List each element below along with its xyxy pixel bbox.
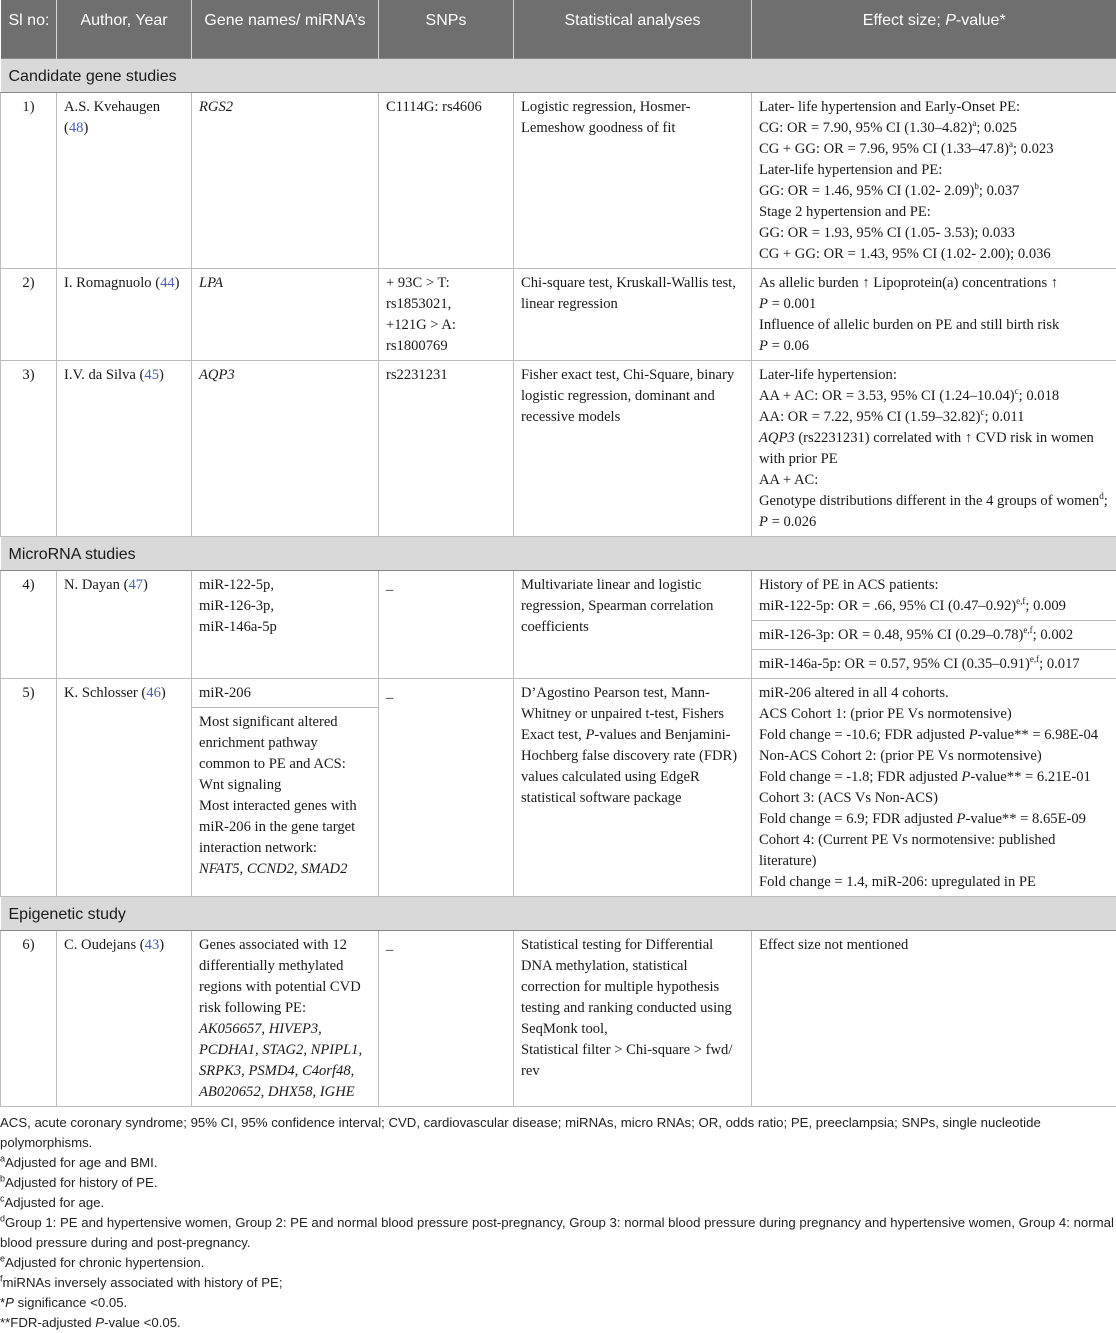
table-row: [1, 361, 1116, 537]
header-gene: Gene names/ miRNA’s: [192, 0, 379, 59]
stats-cell: Chi-square test, Kruskall-Wallis test, linear regression: [514, 269, 752, 361]
row-number: 5): [1, 679, 57, 897]
table-row: [1, 931, 1116, 1107]
reference-link[interactable]: 43: [144, 937, 160, 953]
footnote-c: $^c$Adjusted for age.: [0, 1193, 105, 1210]
table-row: [1, 679, 1116, 897]
snps-cell: _: [379, 931, 514, 1107]
effect-cell: History of PE in ACS patients: miR-122-5p: OR = .66, 95% CI $(0.47-0.92)^{e,f}$; 0.009 miR-126-3p: OR = 0.48, 95% CI $(0.29-0.78)^{e,f}$; 0.002 miR-146a-5p: OR = 0.57, 95% CI $(0.35-0.91)^{e,f}$; 0.017: [752, 571, 1116, 679]
footnote-e: $^e$Adjusted for chronic hypertension.: [0, 1253, 205, 1270]
snps-cell: rs2231231: [379, 361, 514, 537]
stats-cell: Logistic regression, Hosmer-Lemeshow goodness of fit: [514, 93, 752, 269]
table-row: [1, 93, 1116, 269]
stats-cell: D’Agostino Pearson test, Mann-Whitney or unpaired t-test, Fishers Exact test, P-values and Benjamini-Hochberg false discovery rate (FDR) values calculated using EdgeR statistical software package: [514, 679, 752, 897]
author-cell: N. Dayan (47): [57, 571, 192, 679]
effect-cell: Later- life hypertension and Early-Onset PE: CG: OR = 7.90, 95% CI $(1.30-4.82)^a$; 0.025 CG + GG: OR = 7.96, 95% CI $(1.33-47.8)^a$; 0.023 Later-life hypertension and PE: GG: OR = 1.46, 95% CI (1.02- 2.09)$^b$; 0.037 Stage 2 hypertension and PE: GG: OR = 1.93, 95% CI (1.05- 3.53); 0.033 CG + GG: OR = 1.43, 95% CI (1.02- 2.00); 0.036: [752, 93, 1116, 269]
header-sl: Sl no:: [1, 0, 57, 59]
reference-link[interactable]: 47: [128, 577, 144, 593]
table-row: [1, 269, 1116, 361]
footnote-f: $^f$miRNAs inversely associated with history of PE;: [0, 1273, 283, 1290]
header-snps: SNPs: [379, 0, 514, 59]
footnote-abbreviations: ACS, acute coronary syndrome; 95% CI, 95% confidence interval; CVD, cardiovascular disease; miRNAs, micro RNAs; OR, odds ratio; PE, preeclampsia; SNPs, single nucleotide polymorphisms.: [0, 1115, 1041, 1150]
stats-cell: Multivariate linear and logistic regression, Spearman correlation coefficients: [514, 571, 752, 679]
footnote-a: $^a$Adjusted for age and BMI.: [0, 1153, 158, 1170]
footnote-star: *P significance <0.05.: [0, 1295, 128, 1310]
gene-cell: LPA: [192, 269, 379, 361]
reference-link[interactable]: 44: [160, 275, 175, 291]
footnote-double-star: **FDR-adjusted P-value <0.05.: [0, 1315, 181, 1330]
effect-cell: As allelic burden ↑ Lipoprotein(a) concentrations ↑ P = 0.001 Influence of allelic burden on PE and still birth risk P = 0.06: [752, 269, 1116, 361]
section-row-microrna: [1, 537, 1116, 571]
footnote-d: $^d$Group 1: PE and hypertensive women, Group 2: PE and normal blood pressure post-pregnancy, Group 3: normal blood pressure during pregnancy and hypertensive women, Group 4: normal blood pressure during and post-pregnancy.: [0, 1213, 1114, 1250]
section-row-candidate: [1, 59, 1116, 93]
row-number: 3): [1, 361, 57, 537]
header-effect: Effect size; P-value*: [752, 0, 1116, 59]
section-title: Epigenetic study: [1, 897, 1116, 931]
section-row-epigenetic: [1, 897, 1116, 931]
row-number: 6): [1, 931, 57, 1107]
table-footnotes: [0, 1107, 1116, 1333]
reference-link[interactable]: 48: [68, 120, 84, 136]
header-author: Author, Year: [57, 0, 192, 59]
section-title: MicroRNA studies: [1, 537, 1116, 571]
snps-cell: _: [379, 571, 514, 679]
effect-cell: Effect size not mentioned: [752, 931, 1116, 1107]
gene-cell: miR-206 Most significant altered enrichment pathway common to PE and ACS: Wnt signaling Most interacted genes with miR-206 in the gene target interaction network: NFAT5, CCND2, SMAD2: [192, 679, 379, 897]
reference-link[interactable]: 45: [144, 367, 159, 383]
gene-cell: Genes associated with 12 differentially methylated regions with potential CVD risk following PE: AK056657, HIVEP3, PCDHA1, STAG2, NPIPL1, SRPK3, PSMD4, C4orf48, AB020652, DHX58, IGHE: [192, 931, 379, 1107]
row-number: 4): [1, 571, 57, 679]
gene-cell: miR-122-5p, miR-126-3p, miR-146a-5p: [192, 571, 379, 679]
snps-cell: _: [379, 679, 514, 897]
stats-cell: Statistical testing for Differential DNA methylation, statistical correction for multiple hypothesis testing and ranking conducted using SeqMonk tool, Statistical filter > Chi-square > fwd/ rev: [514, 931, 752, 1107]
header-stats: Statistical analyses: [514, 0, 752, 59]
row-number: 2): [1, 269, 57, 361]
gene-cell: AQP3: [192, 361, 379, 537]
table-row: [1, 571, 1116, 679]
author-cell: I. Romagnuolo (44): [57, 269, 192, 361]
author-cell: K. Schlosser (46): [57, 679, 192, 897]
author-cell: C. Oudejans (43): [57, 931, 192, 1107]
gene-cell: RGS2: [192, 93, 379, 269]
footnote-b: $^b$Adjusted for history of PE.: [0, 1173, 158, 1190]
snps-cell: + 93C > T: rs1853021, +121G > A: rs1800769: [379, 269, 514, 361]
effect-cell: Later-life hypertension: AA + AC: OR = 3.53, 95% CI $(1.24-10.04)^c$; 0.018 AA: OR = 7.22, 95% CI $(1.59-32.82)^c$; 0.011 AQP3 (rs2231231) correlated with ↑ CVD risk in women with prior PE AA + AC: Genotype distributions different in the 4 groups of women$^d$; P = 0.026: [752, 361, 1116, 537]
author-cell: A.S. Kvehaugen (48): [57, 93, 192, 269]
snps-cell: C1114G: rs4606: [379, 93, 514, 269]
header-row: [1, 0, 1116, 59]
section-title: Candidate gene studies: [1, 59, 1116, 93]
stats-cell: Fisher exact test, Chi-Square, binary logistic regression, dominant and recessive models: [514, 361, 752, 537]
row-number: 1): [1, 93, 57, 269]
effect-cell: miR-206 altered in all 4 cohorts. ACS Cohort 1: (prior PE Vs normotensive) Fold change = -10.6; FDR adjusted P-value** = 6.98E-04 Non-ACS Cohort 2: (prior PE Vs normotensive) Fold change = -1.8; FDR adjusted P-value** = 6.21E-01 Cohort 3: (ACS Vs Non-ACS) Fold change = 6.9; FDR adjusted P-value** = 8.65E-09 Cohort 4: (Current PE Vs normotensive: published literature) Fold change = 1.4, miR-206: upregulated in PE: [752, 679, 1116, 897]
reference-link[interactable]: 46: [146, 685, 161, 701]
author-cell: I.V. da Silva (45): [57, 361, 192, 537]
